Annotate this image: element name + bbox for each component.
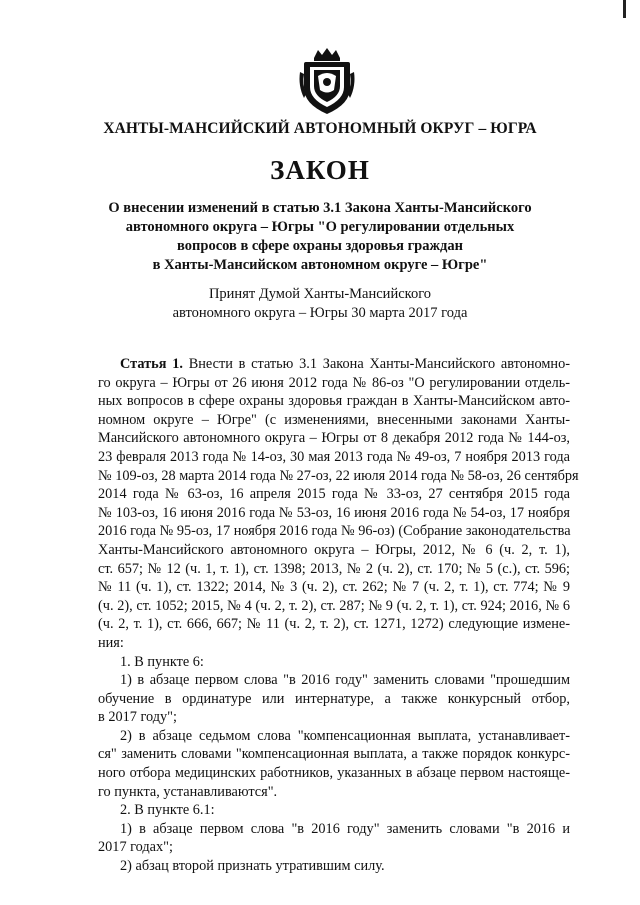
- region-title: ХАНТЫ-МАНСИЙСКИЙ АВТОНОМНЫЙ ОКРУГ – ЮГРА: [103, 120, 537, 137]
- adoption-line: автономного округа – Югры 30 марта 2017 года: [172, 305, 468, 321]
- item-1-sub-2-line: ся" заменить словами "компенсационная выплата, а также порядок конкурс-: [98, 746, 570, 763]
- paragraph-line: 23 февраля 2013 года № 14-оз, 30 мая 2013 года № 49-оз, 7 ноября 2013 года: [98, 448, 570, 465]
- article-first-line-text: Внести в статью 3.1 Закона Ханты-Мансийского автономно-: [182, 356, 570, 372]
- paragraph-line: (ч. 2), ст. 1052; 2015, № 4 (ч. 2, т. 2), ст. 287; № 9 (ч. 2, т. 1), ст. 924; 2016, № 6: [98, 597, 570, 614]
- subject-line: автономного округа – Югры "О регулировании отдельных: [125, 219, 515, 235]
- item-2-sub-2-line: 2) абзац второй признать утратившим силу.: [120, 858, 385, 875]
- item-1-sub-2-line: 2) в абзаце седьмом слова "компенсационная выплата, устанавливает-: [120, 727, 570, 744]
- item-1-sub-2-line: ного отбора медицинских работников, указанных в абзаце первом настояще-: [98, 765, 570, 782]
- scan-edge-mark: [623, 0, 626, 18]
- law-subject: [80, 199, 560, 275]
- item-1-sub-1-line: в 2017 году";: [98, 709, 177, 726]
- coat-of-arms-emblem: [296, 46, 358, 118]
- paragraph-line: 2016 года № 95-оз, 17 ноября 2016 года № 96-оз) (Собрание законодательства: [98, 523, 571, 540]
- paragraph-line: ст. 657; № 12 (ч. 1, т. 1), ст. 1398; 2013, № 2 (ч. 2), ст. 170; № 5 (с.), ст. 596;: [98, 560, 570, 577]
- item-1-title: 1. В пункте 6:: [120, 653, 204, 670]
- item-1-sub-1-line: обучение в ординатуре или интернатуре, а также конкурсный отбор,: [98, 690, 570, 707]
- document-type-title: ЗАКОН: [270, 155, 370, 185]
- paragraph-line: ния:: [98, 634, 124, 651]
- item-1-sub-2-line: го пункта, устанавливаются".: [98, 783, 278, 800]
- article-body: [98, 355, 579, 876]
- paragraph-line: № 109-оз, 28 марта 2014 года № 27-оз, 22 июля 2014 года № 58-оз, 26 сентября: [98, 467, 579, 484]
- paragraph-line: го округа – Югры от 26 июня 2012 года № 86-оз "О регулировании отдель-: [98, 374, 570, 391]
- subject-line: в Ханты-Мансийском автономном округе – Югре": [152, 257, 488, 273]
- item-2-sub-1-line: 2017 годах";: [98, 839, 173, 856]
- subject-line: вопросов в сфере охраны здоровья граждан: [177, 238, 463, 254]
- paragraph-line: (ч. 2, т. 1), ст. 666, 667; № 11 (ч. 2, т. 2), ст. 1271, 1272) следующие измене-: [98, 616, 570, 633]
- adoption-line: Принят Думой Ханты-Мансийского: [208, 286, 432, 302]
- paragraph-line: № 11 (ч. 1), ст. 1322; 2014, № 3 (ч. 2), ст. 262; № 7 (ч. 2, т. 1), ст. 774; № 9: [98, 579, 570, 596]
- paragraph-line: номном округе – Югре" (с изменениями, внесенными законами Ханты-: [98, 411, 570, 428]
- paragraph-line: 2014 года № 63-оз, 16 апреля 2015 года № 33-оз, 27 сентября 2015 года: [98, 486, 570, 503]
- subject-line: О внесении изменений в статью 3.1 Закона Ханты-Мансийского: [108, 200, 532, 216]
- article-first-line: [98, 355, 570, 374]
- paragraph-line: Ханты-Мансийского автономного округа – Югры, 2012, № 6 (ч. 2, т. 1),: [98, 541, 570, 558]
- item-1-sub-1-line: 1) в абзаце первом слова "в 2016 году" заменить словами "прошедшим: [120, 672, 570, 689]
- paragraph-line: № 103-оз, 16 июня 2016 года № 53-оз, 16 июня 2016 года № 54-оз, 17 ноября: [98, 504, 570, 521]
- paragraph-line: Мансийского автономного округа – Югры от 8 декабря 2012 года № 144-оз,: [98, 430, 570, 447]
- adoption-note: [80, 285, 560, 323]
- item-2-sub-1-line: 1) в абзаце первом слова "в 2016 году" заменить словами "в 2016 и: [120, 820, 570, 837]
- paragraph-line: ных вопросов в сфере охраны здоровья граждан в Ханты-Мансийском авто-: [98, 393, 570, 410]
- item-2-title: 2. В пункте 6.1:: [120, 802, 215, 819]
- article-label: Статья 1.: [120, 356, 183, 372]
